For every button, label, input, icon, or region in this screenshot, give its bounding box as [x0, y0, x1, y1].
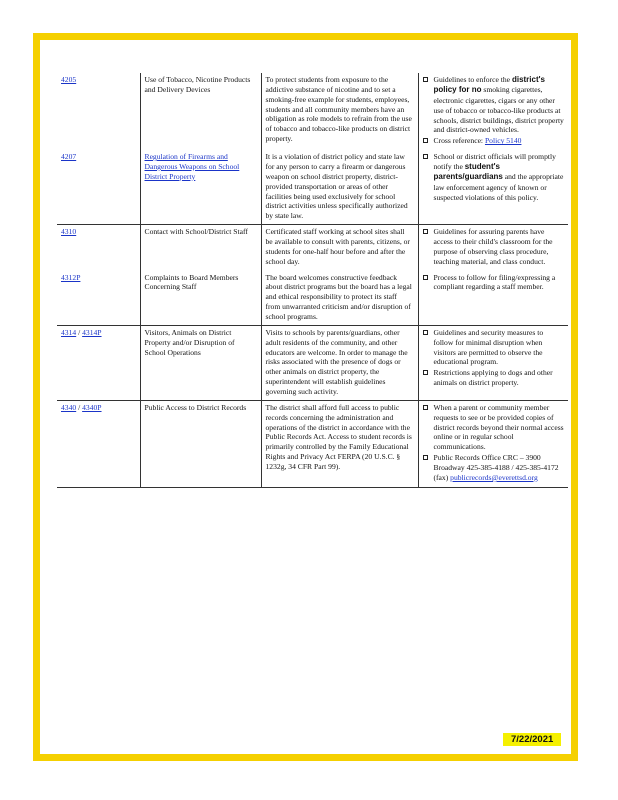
policy-code-cell [57, 225, 140, 271]
note-item [423, 328, 565, 367]
policy-title-cell [140, 400, 261, 487]
note-item [423, 227, 565, 266]
note-item [423, 368, 565, 388]
note-text: Public Records Office CRC – 3900 Broadway 425-385-4188 / 425-385-4172 (fax) [433, 453, 559, 482]
policy-title-cell [140, 150, 261, 225]
note-text: Cross reference: [433, 136, 485, 146]
policy-row [57, 150, 568, 225]
note-text: smoking cigarettes, electronic cigarettes, cigars or any other use of tobacco or tobacco-like products at schools, district buildings, district property and district-owned vehicles. [433, 85, 564, 135]
policy-description: It is a violation of district policy and state law for any person to carry a firearm or dangerous weapon on school district property, district-provided transportation or areas of other facilities being used exclusively for school district activities unless specifically authorized by state law. [261, 150, 418, 225]
note-item [423, 273, 565, 293]
policy-title[interactable]: Regulation of Firearms and Dangerous Weapons on School District Property [144, 152, 240, 181]
procedure-code-link[interactable]: 4314P [82, 327, 102, 337]
policy-table-body [57, 73, 568, 487]
policy-code-cell [57, 73, 140, 150]
note-item [423, 152, 565, 202]
note-text: Guidelines to enforce the [433, 75, 512, 84]
policy-title: Complaints to Board Members Concerning Staff [144, 272, 239, 292]
note-item [423, 403, 565, 452]
policy-code-cell: 4340 / 4340P [57, 400, 140, 487]
procedure-code-link[interactable]: 4340P [82, 402, 102, 412]
note-text: Process to follow for filing/expressing a compliant regarding a staff member. [433, 272, 556, 292]
policy-description: To protect students from exposure to the addictive substance of nicotine and to set a smoking-free example for students, employees, students and all community members have an obligation as role models to refrain from the use of tobacco and tobacco-like products on district property. [261, 73, 418, 150]
note-text: School or district officials will promptly notify the [433, 152, 556, 171]
policy-code-cell: 4314 / 4314P [57, 325, 140, 400]
revision-date: 7/22/2021 [503, 733, 561, 746]
notes-list [423, 273, 565, 293]
notes-list [423, 75, 565, 146]
policy-row [57, 325, 568, 400]
note-text: Restrictions applying to dogs and other animals on district property. [433, 368, 553, 388]
policy-code-link[interactable]: 4310 [61, 227, 77, 237]
notes-list [423, 227, 565, 266]
policy-row [57, 73, 568, 150]
note-text: Guidelines and security measures to follow for minimal disruption when visitors are permitted to observe the educational program. [433, 327, 544, 367]
policy-title: Public Access to District Records [144, 402, 247, 412]
policy-notes-cell [418, 150, 568, 225]
policy-code-link[interactable]: 4340 [61, 402, 77, 412]
notes-list [423, 152, 565, 202]
policy-code-link[interactable]: 4205 [61, 75, 77, 84]
policy-title-cell [140, 73, 261, 150]
note-text: and the appropriate law enforcement agency of known or suspected violations of this policy. [433, 172, 564, 202]
note-text: When a parent or community member requests to see or be provided copies of district records beyond their normal access online or in regular school communications. [433, 402, 564, 452]
policy-table [57, 73, 568, 488]
policy-title-cell [140, 225, 261, 271]
notes-list [423, 328, 565, 388]
note-item [423, 136, 565, 146]
policy-notes-cell [418, 73, 568, 150]
note-item [423, 453, 565, 483]
policy-title-cell [140, 325, 261, 400]
policy-title: Use of Tobacco, Nicotine Products and Delivery Devices [144, 75, 251, 94]
policy-description: Visits to schools by parents/guardians, other adult residents of the community, and other educators are welcome. In order to manage the risks associated with the presence of dogs or other animals on district property, the superintendent will establish guidelines governing such activity. [261, 325, 418, 400]
note-link[interactable]: Policy 5140 [484, 136, 522, 146]
policy-notes-cell [418, 225, 568, 271]
policy-description: Certificated staff working at school sites shall be available to consult with parents, citizens, or students for one-half hour before and after the school day. [261, 225, 418, 271]
policy-code-cell [57, 271, 140, 326]
note-emphasis: student's parents/guardians [433, 161, 503, 182]
policy-code-link[interactable]: 4312P [61, 272, 81, 282]
notes-list [423, 403, 565, 483]
policy-description: The district shall afford full access to public records concerning the administration and operations of the district in accordance with the Public Records Act. Access to student records is primarily controlled by the Family Educational Rights and Privacy Act FERPA (20 U.S.C. § 1232g, 34 CFR Part 99). [261, 400, 418, 487]
policy-row [57, 271, 568, 326]
note-emphasis: district's policy for no [433, 75, 545, 95]
policy-row [57, 400, 568, 487]
policy-notes-cell [418, 325, 568, 400]
policy-notes-cell [418, 271, 568, 326]
policy-row [57, 225, 568, 271]
note-text: Guidelines for assuring parents have access to their child's classroom for the purpose of observing class procedure, teaching material, and class conduct. [433, 227, 553, 266]
policy-code-link[interactable]: 4207 [61, 152, 77, 162]
policy-code-link[interactable]: 4314 [61, 327, 77, 337]
policy-description: The board welcomes constructive feedback about district programs but the board has a legal and ethical responsibility to protect its staff from unwarranted criticism and/or disruption of school programs. [261, 271, 418, 326]
policy-title: Visitors, Animals on District Property and/or Disruption of School Operations [144, 327, 235, 357]
policy-title-cell [140, 271, 261, 326]
policy-code-cell [57, 150, 140, 225]
note-item [423, 75, 565, 135]
note-link[interactable]: publicrecords@everettsd.org [450, 472, 538, 482]
policy-notes-cell [418, 400, 568, 487]
policy-title: Contact with School/District Staff [144, 227, 248, 237]
